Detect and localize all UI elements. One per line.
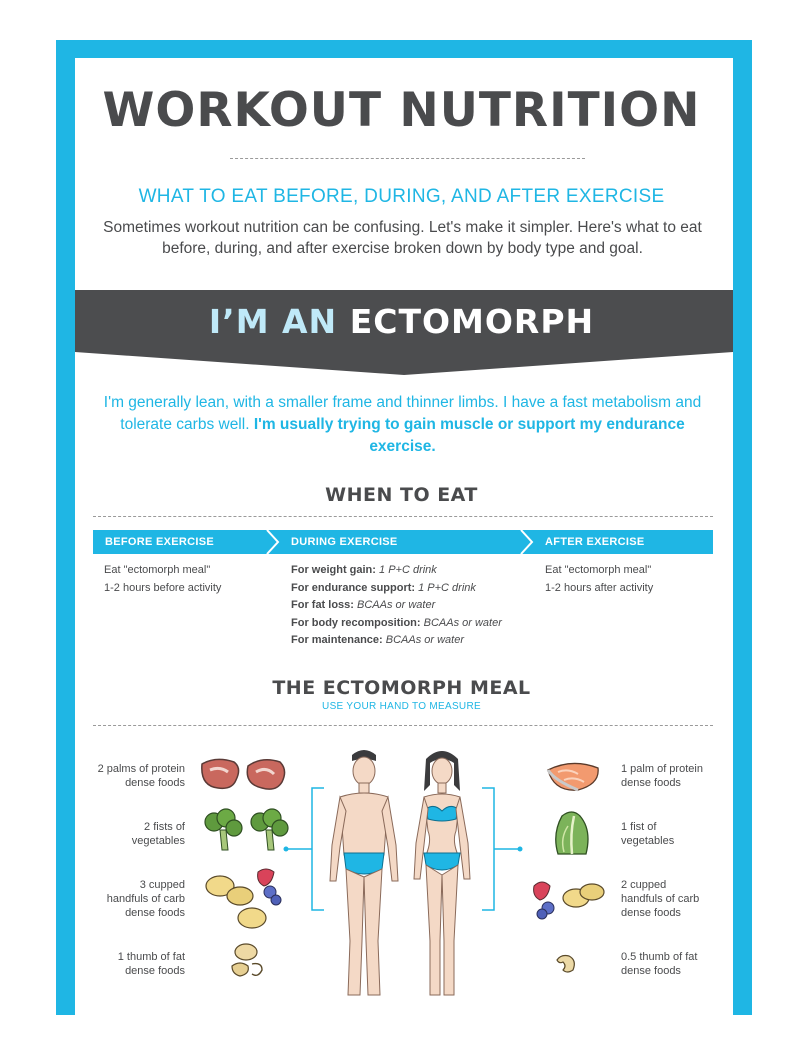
before-exercise-column <box>104 562 221 597</box>
meal-heading: THE ECTOMORPH MEAL <box>272 677 531 699</box>
salmon-icon <box>544 758 602 794</box>
portion-line: dense foods <box>621 965 681 977</box>
portion-line: handfuls of carb <box>621 893 700 905</box>
description-bold: I'm usually trying to gain muscle or support my endurance exercise. <box>253 416 685 455</box>
intro-line-2: before, during, and after exercise broken down by body type and goal. <box>162 240 643 257</box>
meal-subheading: USE YOUR HAND TO MEASURE <box>322 701 481 712</box>
after-exercise-column <box>545 562 653 597</box>
during-goal: For weight gain: <box>291 564 376 576</box>
broccoli-icon <box>200 808 290 854</box>
during-row <box>291 580 502 598</box>
tab-after-exercise: AFTER EXERCISE <box>545 536 645 548</box>
before-row: 1-2 hours before activity <box>104 581 222 594</box>
male-protein-portion <box>85 762 185 790</box>
portion-line: vegetables <box>131 835 185 847</box>
nuts-icon <box>226 940 268 980</box>
cashew-icon <box>553 952 579 976</box>
during-goal: For maintenance: <box>291 634 383 646</box>
portion-line: dense foods <box>621 907 681 919</box>
male-vegetable-portion <box>85 820 185 848</box>
portion-line: vegetables <box>621 835 675 847</box>
during-advice: BCAAs or water <box>357 599 436 611</box>
intro-text <box>95 217 710 259</box>
during-advice: BCAAs or water <box>423 616 502 629</box>
during-goal: For fat loss: <box>291 599 354 611</box>
during-row <box>291 632 502 650</box>
potato-berry-icon <box>200 864 286 936</box>
portion-line: 2 cupped <box>621 879 667 891</box>
divider <box>230 158 585 159</box>
tab-before-exercise: BEFORE EXERCISE <box>105 536 215 548</box>
berry-potato-icon <box>530 876 608 922</box>
page-subtitle: WHAT TO EAT BEFORE, DURING, AND AFTER EXERCISE <box>138 186 665 207</box>
divider <box>93 725 713 726</box>
portion-line: 2 palms of protein <box>97 763 185 775</box>
after-row: 1-2 hours after activity <box>545 581 654 594</box>
portion-line: dense foods <box>621 777 681 789</box>
during-row <box>291 615 502 633</box>
lettuce-icon <box>550 808 596 860</box>
female-figure-illustration <box>404 745 480 1007</box>
during-advice: BCAAs or water <box>385 634 464 646</box>
female-protein-portion <box>621 762 721 790</box>
portion-line: dense foods <box>125 777 185 789</box>
during-goal: For body recomposition: <box>291 616 421 629</box>
portion-line: dense foods <box>125 907 185 919</box>
banner-part-1: I’M AN <box>208 302 338 341</box>
portion-line: 1 thumb of fat <box>117 951 185 963</box>
tab-during-exercise: DURING EXERCISE <box>291 536 398 548</box>
portion-line: 0.5 thumb of fat <box>621 951 698 963</box>
banner-part-2: ECTOMORPH <box>349 302 595 341</box>
banner-title <box>0 302 803 341</box>
portion-line: dense foods <box>125 965 185 977</box>
male-carb-portion <box>85 878 185 920</box>
female-carb-portion <box>621 878 721 920</box>
when-to-eat-heading: WHEN TO EAT <box>325 484 478 506</box>
during-advice: 1 P+C drink <box>379 564 437 576</box>
during-goal: For endurance support: <box>291 581 416 594</box>
portion-line: 2 fists of <box>144 821 185 833</box>
female-bracket <box>480 786 524 912</box>
during-advice: 1 P+C drink <box>418 581 476 594</box>
during-exercise-column <box>291 562 502 650</box>
description-plain: I'm generally lean, with a smaller frame and thinner limbs. I have a fast metabolism and tolerate carbs well. <box>103 394 702 433</box>
female-vegetable-portion <box>621 820 721 848</box>
female-fat-portion <box>621 950 721 978</box>
during-row <box>291 562 502 580</box>
before-row: Eat "ectomorph meal" <box>104 564 211 576</box>
after-row: Eat "ectomorph meal" <box>545 564 652 576</box>
page-title: WORKOUT NUTRITION <box>102 83 701 138</box>
intro-line-1: Sometimes workout nutrition can be confusing. Let's make it simpler. Here's what to eat <box>103 219 702 236</box>
male-bracket <box>282 786 326 912</box>
during-row <box>291 597 502 615</box>
body-type-description <box>95 392 710 458</box>
portion-line: handfuls of carb <box>106 893 185 905</box>
steak-icon <box>196 754 292 796</box>
male-fat-portion <box>85 950 185 978</box>
male-figure-illustration <box>326 745 402 1007</box>
portion-line: 3 cupped <box>139 879 185 891</box>
divider <box>93 516 713 517</box>
portion-line: 1 palm of protein <box>621 763 703 775</box>
portion-line: 1 fist of <box>621 821 657 833</box>
